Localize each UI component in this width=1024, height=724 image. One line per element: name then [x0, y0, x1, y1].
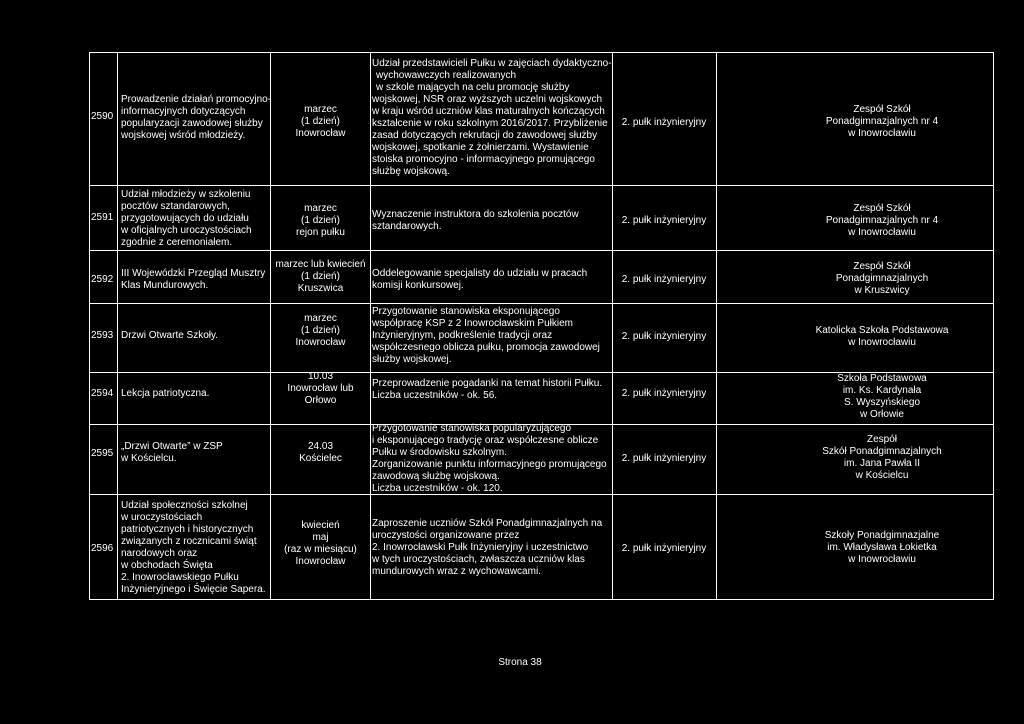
- activity-line: Drzwi Otwarte Szkoły.: [121, 330, 219, 341]
- partner-cell: [772, 104, 992, 140]
- description-line: współczesnego oblicza pułku, promocja zawodowej: [372, 342, 600, 353]
- unit-cell: 2. pułk inżynieryjny: [621, 215, 707, 226]
- description-cell: [372, 423, 612, 495]
- description-line: mundurowych wraz z wychowawcami.: [372, 566, 541, 577]
- description-line: zasad dotyczących rekrutacji do zawodowej służby: [372, 130, 598, 141]
- activity-line: narodowych oraz: [121, 548, 198, 559]
- row-divider: [89, 250, 994, 251]
- partner-line: Ponadgimnazjalnych nr 4: [825, 215, 939, 226]
- activity-cell: [121, 500, 271, 596]
- description-cell: [372, 518, 612, 578]
- partner-line: Szkoła Podstawowa: [837, 373, 927, 384]
- date-place-cell: [272, 371, 369, 407]
- activity-line: III Wojewódzki Przegląd Musztry: [121, 268, 266, 279]
- description-line: zawodową służbę wojskową.: [372, 471, 500, 482]
- description-line: w kraju wśród uczniów klas maturalnych kończących: [372, 106, 605, 117]
- activity-line: Inżynieryjnego i Święcie Sapera.: [121, 584, 266, 595]
- activity-line: Klas Mundurowych.: [121, 280, 209, 291]
- unit-cell: 2. pułk inżynieryjny: [621, 543, 707, 554]
- activity-line: Lekcja patriotyczna.: [121, 388, 210, 399]
- description-line: Zorganizowanie punktu informacyjnego promującego: [372, 459, 607, 470]
- description-line: służby wojskowej.: [372, 354, 452, 365]
- partner-cell: [772, 373, 992, 421]
- description-cell: [372, 209, 612, 233]
- partner-line: im. Władysława Łokietka: [827, 542, 937, 553]
- column-divider: [117, 52, 118, 600]
- activity-line: w oficjalnych uroczystościach: [121, 225, 252, 236]
- partner-line: S. Wyszyńskiego: [843, 397, 921, 408]
- description-line: w szkole mających na celu promocję służby: [376, 82, 570, 93]
- partner-line: Zespół Szkół: [853, 104, 911, 115]
- partner-line: w Orłowie: [860, 409, 904, 420]
- activity-line: 2. Inowrocławskiego Pułku: [121, 572, 239, 583]
- activity-cell: [121, 268, 271, 292]
- row-number: 2592: [91, 274, 114, 285]
- date-line: (raz w miesiącu): [284, 544, 357, 555]
- description-cell: [372, 306, 612, 366]
- activity-line: patriotycznych i historycznych: [121, 524, 254, 535]
- description-line: sztandarowych.: [372, 221, 442, 232]
- date-line: Inowrocław lub: [287, 383, 354, 394]
- description-line: Przeprowadzenie pogadanki na temat historii Pułku.: [372, 378, 603, 389]
- description-line: Przygotowanie stanowiska eksponującego: [372, 306, 560, 317]
- partner-cell: [772, 261, 992, 297]
- description-line: w tych uroczystościach, zwłaszcza uczniów klas: [372, 554, 585, 565]
- page-number: Strona 38: [498, 657, 542, 668]
- description-line: wojskowej, spotkanie z żołnierzami. Wystawienie: [372, 142, 589, 153]
- activity-cell: [121, 330, 271, 342]
- partner-line: Szkoły Ponadgimnazjalne: [824, 530, 940, 541]
- description-line: kształcenie w roku szkolnym 2016/2017. Przybliżenie: [372, 118, 608, 129]
- date-place-cell: [272, 259, 369, 295]
- description-line: Liczba uczestników - ok. 56.: [372, 390, 498, 401]
- partner-line: im. Jana Pawła II: [843, 458, 921, 469]
- description-line: 2. Inowrocławski Pułk Inżynieryjny i uczestnictwo: [372, 542, 589, 553]
- unit-cell: 2. pułk inżynieryjny: [621, 274, 707, 285]
- date-line: (1 dzień): [301, 215, 340, 226]
- activity-cell: [121, 94, 271, 142]
- date-place-cell: [272, 104, 369, 140]
- row-divider: [89, 303, 994, 304]
- activity-line: zgodnie z ceremoniałem.: [121, 237, 233, 248]
- description-line: stoiska promocyjno - informacyjnego promującego: [372, 154, 595, 165]
- activity-line: wojskowej wśród młodzieży.: [121, 130, 246, 141]
- description-line: wychowawczych realizowanych: [376, 70, 517, 81]
- activity-line: Prowadzenie działań promocyjno-: [121, 94, 272, 105]
- description-cell: [372, 58, 612, 178]
- unit-cell: 2. pułk inżynieryjny: [621, 453, 707, 464]
- row-number: 2595: [91, 448, 114, 459]
- activity-line: w obchodach Święta: [121, 560, 213, 571]
- description-line: Zaproszenie uczniów Szkół Ponadgimnazjalnych na: [372, 518, 603, 529]
- column-divider: [716, 52, 717, 600]
- partner-cell: [772, 434, 992, 482]
- date-line: Kruszwica: [297, 283, 344, 294]
- partner-line: w Inowrocławiu: [848, 337, 916, 348]
- partner-line: w Inowrocławiu: [848, 554, 916, 565]
- date-line: marzec lub kwiecień: [275, 259, 366, 270]
- row-number: 2596: [91, 543, 114, 554]
- description-cell: [372, 268, 612, 292]
- description-line: Przygotowanie stanowiska popularyzującego: [372, 423, 572, 434]
- row-number: 2591: [91, 212, 114, 223]
- activity-cell: [121, 441, 271, 465]
- description-line: Inżynieryjnym, podkreślenie tradycji oraz: [372, 330, 553, 341]
- date-line: (1 dzień): [301, 325, 340, 336]
- row-number: 2590: [91, 111, 114, 122]
- date-line: rejon pułku: [296, 227, 345, 238]
- date-place-cell: [272, 313, 369, 349]
- description-line: współpracę KSP z 2 Inowrocławskim Pułkiem: [372, 318, 574, 329]
- date-line: Kościelec: [299, 453, 342, 464]
- partner-line: im. Ks. Kardynała: [842, 385, 922, 396]
- date-line: 10.03: [307, 371, 334, 382]
- column-divider: [370, 52, 371, 600]
- date-line: Inowrocław: [295, 128, 346, 139]
- description-line: służbę wojskową.: [372, 166, 450, 177]
- partner-cell: [772, 530, 992, 566]
- activity-line: Udział młodzieży w szkoleniu: [121, 189, 251, 200]
- activity-cell: [121, 189, 271, 249]
- unit-cell: 2. pułk inżynieryjny: [621, 117, 707, 128]
- unit-cell: 2. pułk inżynieryjny: [621, 388, 707, 399]
- activity-line: związanych z rocznicami świąt: [121, 536, 257, 547]
- activity-line: w uroczystościach: [121, 512, 203, 523]
- date-line: maj: [312, 532, 329, 543]
- row-divider: [89, 185, 994, 186]
- partner-line: Katolicka Szkoła Podstawowa: [815, 325, 949, 336]
- activity-line: pocztów sztandarowych,: [121, 201, 230, 212]
- date-line: (1 dzień): [301, 271, 340, 282]
- activity-cell: [121, 388, 271, 400]
- activity-line: „Drzwi Otwarte” w ZSP: [121, 441, 223, 452]
- partner-cell: [772, 325, 992, 349]
- activity-line: Udział społeczności szkolnej: [121, 500, 248, 511]
- date-line: marzec: [304, 104, 337, 115]
- partner-line: Zespół: [866, 434, 897, 445]
- description-line: Pułku w środowisku szkolnym.: [372, 447, 508, 458]
- partner-line: w Inowrocławiu: [848, 128, 916, 139]
- description-line: Udział przedstawicieli Pułku w zajęciach dydaktyczno-: [372, 58, 612, 69]
- row-number: 2593: [91, 330, 114, 341]
- row-number: 2594: [91, 388, 114, 399]
- date-place-cell: [272, 520, 369, 568]
- description-line: komisji konkursowej.: [372, 280, 464, 291]
- partner-line: Szkół Ponadgimnazjalnych: [822, 446, 942, 457]
- partner-line: Ponadgimnazjalnych nr 4: [825, 116, 939, 127]
- partner-line: w Kościelcu: [855, 470, 909, 481]
- description-cell: [372, 378, 612, 402]
- date-line: Orłowo: [304, 395, 337, 406]
- date-line: marzec: [304, 313, 337, 324]
- date-place-cell: [272, 441, 369, 465]
- description-line: Oddelegowanie specjalisty do udziału w pracach: [372, 268, 588, 279]
- date-line: Inowrocław: [295, 556, 346, 567]
- description-line: Wyznaczenie instruktora do szkolenia pocztów: [372, 209, 579, 220]
- activity-line: informacyjnych dotyczących: [121, 106, 246, 117]
- partner-line: Zespół Szkół: [853, 203, 911, 214]
- column-divider: [612, 52, 613, 600]
- partner-line: Zespół Szkół: [853, 261, 911, 272]
- date-line: marzec: [304, 203, 337, 214]
- description-line: i eksponującego tradycję oraz współczesne oblicze: [372, 435, 599, 446]
- activity-line: w Kościelcu.: [121, 453, 177, 464]
- partner-cell: [772, 203, 992, 239]
- partner-line: w Inowrocławiu: [848, 227, 916, 238]
- date-line: 24.03: [307, 441, 334, 452]
- date-line: (1 dzień): [301, 116, 340, 127]
- partner-line: w Kruszwicy: [854, 285, 910, 296]
- date-line: kwiecień: [301, 520, 340, 531]
- date-line: Inowrocław: [295, 337, 346, 348]
- unit-cell: 2. pułk inżynieryjny: [621, 331, 707, 342]
- description-line: uroczystości organizowane przez: [372, 530, 520, 541]
- date-place-cell: [272, 203, 369, 239]
- activity-line: popularyzacji zawodowej służby: [121, 118, 263, 129]
- description-line: wojskowej, NSR oraz wyższych uczelni wojskowych: [372, 94, 603, 105]
- activity-line: przygotowujących do udziału: [121, 213, 249, 224]
- description-line: Liczba uczestników - ok. 120.: [372, 483, 503, 494]
- partner-line: Ponadgimnazjalnych: [835, 273, 929, 284]
